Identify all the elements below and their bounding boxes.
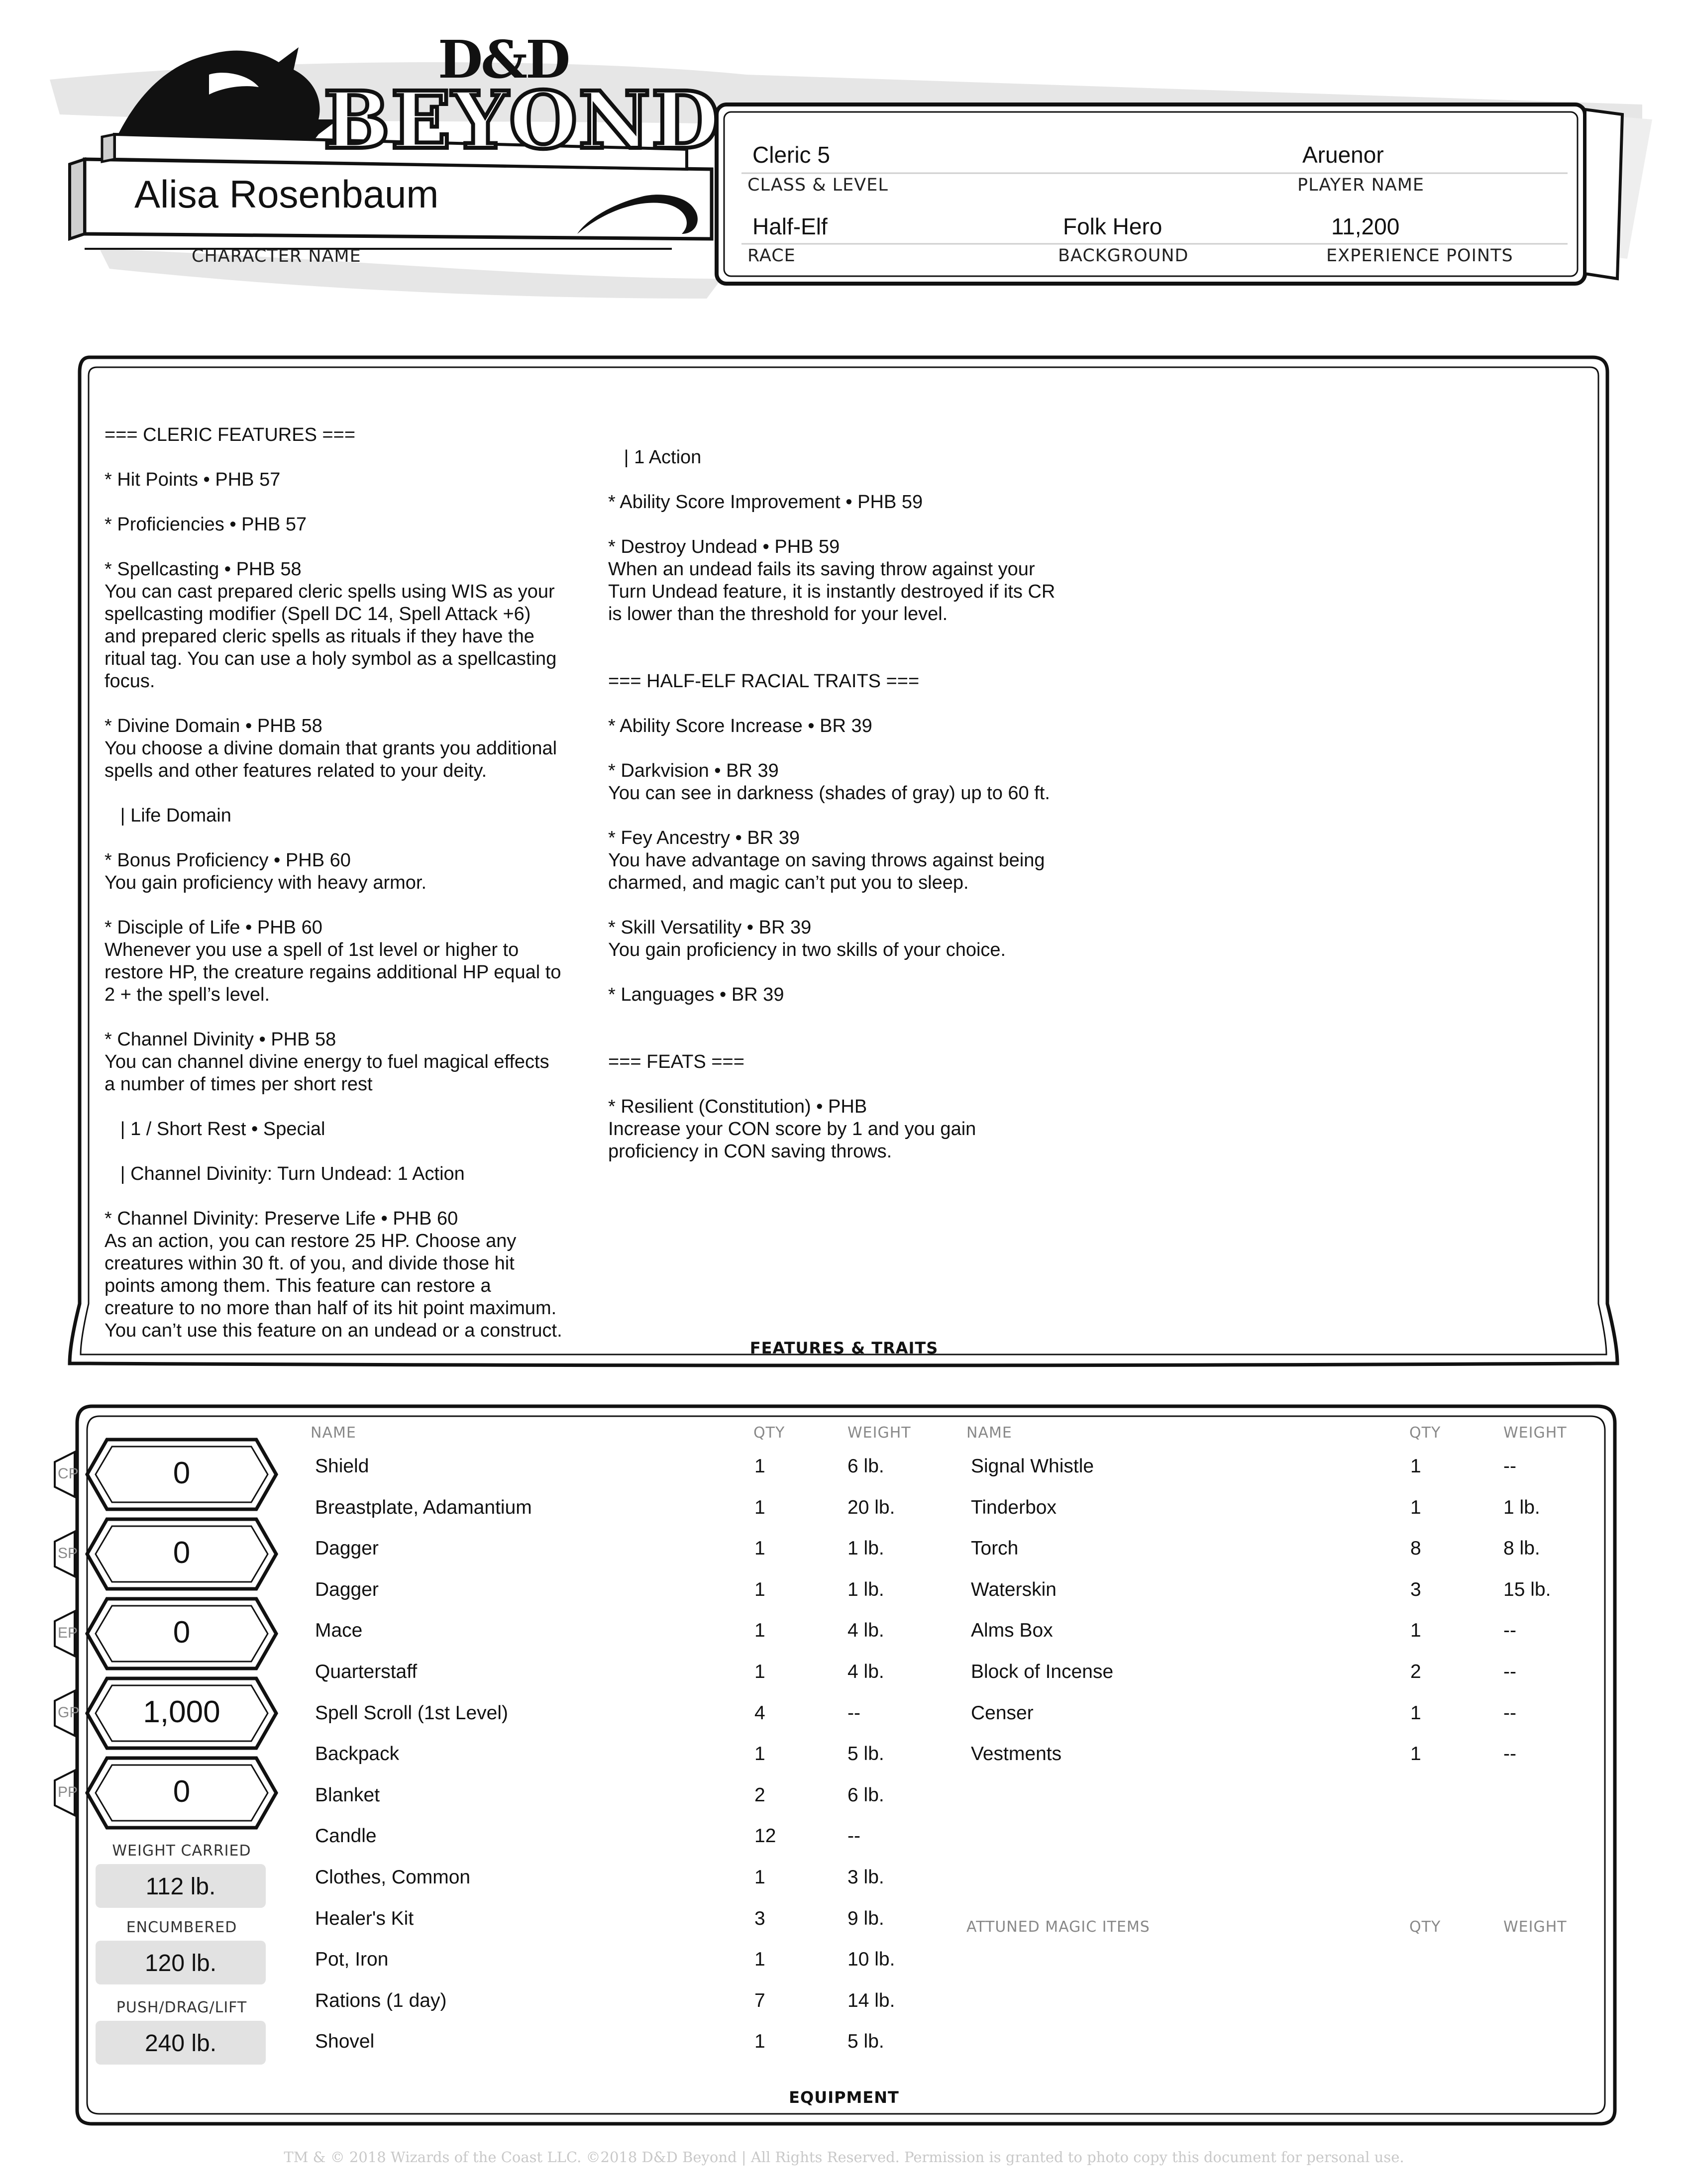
item-weight: --: [847, 1702, 860, 1724]
encumbered-value: 120 lb.: [144, 1950, 217, 1976]
class-level-label: CLASS & LEVEL: [747, 175, 888, 195]
equipment-row: [0, 1784, 1688, 1825]
item-name: Clothes, Common: [315, 1867, 471, 1888]
item-name: Waterskin: [971, 1578, 1056, 1600]
item-qty: 3: [754, 1907, 765, 1929]
feature-line: creatures within 30 ft. of you, and divide those hit: [105, 1253, 515, 1274]
feature-line: focus.: [105, 671, 155, 692]
feature-line: * Hit Points • PHB 57: [105, 469, 281, 490]
item-weight: --: [1503, 1743, 1516, 1765]
item-qty: 4: [754, 1702, 765, 1724]
item-qty: 1: [1410, 1456, 1421, 1477]
item-qty: 1: [754, 1661, 765, 1682]
item-name: Quarterstaff: [315, 1661, 418, 1682]
col-head-qty-right: QTY: [1409, 1424, 1441, 1442]
item-qty: 8: [1410, 1538, 1421, 1560]
attuned-weight-label: WEIGHT: [1503, 1918, 1567, 1936]
feature-line: * Divine Domain • PHB 58: [105, 716, 322, 736]
item-weight: 8 lb.: [1503, 1538, 1540, 1560]
item-name: Healer's Kit: [315, 1907, 414, 1929]
feature-line: creature to no more than half of its hit point maximum.: [105, 1298, 557, 1319]
feature-line: spells and other features related to your deity.: [105, 760, 487, 781]
feature-line: restore HP, the creature regains additional HP equal to: [105, 962, 561, 983]
equipment-title: EQUIPMENT: [789, 2088, 899, 2107]
item-weight: 1 lb.: [1503, 1496, 1540, 1518]
item-name: Backpack: [315, 1743, 400, 1765]
item-weight: 6 lb.: [847, 1456, 884, 1477]
item-qty: 1: [1410, 1496, 1421, 1518]
feature-line: * Ability Score Increase • BR 39: [608, 716, 872, 736]
item-qty: 1: [754, 1620, 765, 1642]
item-name: Breastplate, Adamantium: [315, 1496, 532, 1518]
item-qty: 3: [1410, 1578, 1421, 1600]
item-name: Block of Incense: [971, 1661, 1114, 1682]
race-label: RACE: [747, 246, 796, 266]
item-name: Censer: [971, 1702, 1034, 1724]
item-qty: 2: [754, 1784, 765, 1806]
item-name: Tinderbox: [971, 1496, 1056, 1518]
item-weight: 6 lb.: [847, 1784, 884, 1806]
footer-copyright: TM & © 2018 Wizards of the Coast LLC. ©2018 D&D Beyond | All Rights Reserved. Permission is granted to photo copy this document for personal use.: [284, 2149, 1404, 2166]
coin-value-ep: 0: [173, 1615, 191, 1650]
feature-line: | 1 Action: [608, 447, 702, 468]
feature-line: * Destroy Undead • PHB 59: [608, 536, 840, 557]
feature-line: points among them. This feature can restore a: [105, 1275, 491, 1296]
feature-line: * Ability Score Improvement • PHB 59: [608, 492, 923, 513]
item-qty: 1: [1410, 1702, 1421, 1724]
feature-line: You can cast prepared cleric spells using WIS as your: [105, 581, 555, 602]
coin-value-cp: 0: [173, 1456, 191, 1490]
experience-label: EXPERIENCE POINTS: [1326, 246, 1513, 266]
item-weight: 4 lb.: [847, 1661, 884, 1682]
equipment-row: [0, 1702, 1688, 1743]
feature-line: and prepared cleric spells as rituals if they have the: [105, 626, 534, 647]
coin-value-sp: 0: [173, 1536, 191, 1570]
equipment-row: [0, 1743, 1688, 1784]
equipment-row: [0, 2031, 1688, 2072]
col-head-name-left: NAME: [311, 1424, 356, 1442]
item-name: Spell Scroll (1st Level): [315, 1702, 508, 1724]
feature-line: You gain proficiency in two skills of your choice.: [608, 939, 1006, 960]
equipment-row: [0, 1867, 1688, 1907]
weight-carried-value: 112 lb.: [145, 1873, 216, 1900]
item-name: Mace: [315, 1620, 363, 1642]
equipment-row: [0, 1579, 1688, 1620]
item-qty: 1: [754, 1538, 765, 1560]
item-weight: 5 lb.: [847, 2031, 884, 2053]
item-weight: --: [1503, 1702, 1516, 1724]
coin-label-cp: CP: [58, 1465, 79, 1482]
feature-line: * Resilient (Constitution) • PHB: [608, 1096, 867, 1117]
item-qty: 1: [754, 1578, 765, 1600]
feature-line: * Skill Versatility • BR 39: [608, 917, 812, 938]
equipment-row: [0, 1456, 1688, 1496]
item-qty: 1: [754, 1456, 765, 1477]
feature-line: ritual tag. You can use a holy symbol as a spellcasting: [105, 648, 557, 669]
feature-line: * Channel Divinity: Preserve Life • PHB 60: [105, 1208, 458, 1229]
feature-line: | Life Domain: [105, 805, 231, 826]
weight-carried-label: WEIGHT CARRIED: [112, 1842, 251, 1860]
item-qty: 1: [754, 1949, 765, 1971]
item-name: Shovel: [315, 2031, 375, 2053]
feature-line: charmed, and magic can’t put you to sleep.: [608, 872, 969, 893]
equipment-row: [0, 1661, 1688, 1702]
encumbered-label: ENCUMBERED: [126, 1919, 237, 1936]
experience-value: 11,200: [1331, 213, 1400, 239]
item-weight: 20 lb.: [847, 1496, 895, 1518]
item-weight: 10 lb.: [847, 1949, 895, 1971]
feature-line: * Languages • BR 39: [608, 984, 784, 1005]
item-name: Dagger: [315, 1538, 379, 1560]
item-name: Signal Whistle: [971, 1456, 1094, 1477]
item-qty: 1: [754, 1867, 765, 1888]
item-name: Dagger: [315, 1578, 379, 1600]
equipment-row: [0, 1538, 1688, 1578]
item-name: Alms Box: [971, 1620, 1053, 1642]
feature-line: * Fey Ancestry • BR 39: [608, 828, 800, 848]
coin-label-gp: GP: [58, 1704, 80, 1721]
feature-line: As an action, you can restore 25 HP. Choose any: [105, 1231, 517, 1251]
push-drag-lift-label: PUSH/DRAG/LIFT: [116, 1999, 247, 2016]
col-head-qty-left: QTY: [753, 1424, 785, 1442]
col-head-weight-left: WEIGHT: [847, 1424, 911, 1442]
feature-line: * Spellcasting • PHB 58: [105, 559, 302, 580]
feature-line: * Darkvision • BR 39: [608, 760, 779, 781]
feature-line: You gain proficiency with heavy armor.: [105, 872, 427, 893]
item-weight: 5 lb.: [847, 1743, 884, 1765]
features-title: FEATURES & TRAITS: [749, 1339, 939, 1357]
item-weight: 1 lb.: [847, 1578, 884, 1600]
item-qty: 1: [1410, 1620, 1421, 1642]
background-value: Folk Hero: [1063, 213, 1162, 239]
push-drag-lift-value: 240 lb.: [144, 2030, 217, 2057]
character-name-label: CHARACTER NAME: [192, 246, 361, 266]
class-level-value: Cleric 5: [752, 142, 830, 168]
item-weight: 1 lb.: [847, 1538, 884, 1560]
feature-line: === HALF-ELF RACIAL TRAITS ===: [608, 671, 920, 692]
feature-line: Whenever you use a spell of 1st level or higher to: [105, 939, 519, 960]
coin-value-pp: 0: [173, 1774, 191, 1809]
item-weight: --: [1503, 1661, 1516, 1682]
item-name: Shield: [315, 1456, 369, 1477]
player-name-label: PLAYER NAME: [1297, 175, 1425, 195]
item-weight: 4 lb.: [847, 1620, 884, 1642]
coin-label-sp: SP: [58, 1545, 78, 1561]
race-value: Half-Elf: [752, 213, 828, 239]
item-weight: --: [1503, 1456, 1516, 1477]
attuned-items-label: ATTUNED MAGIC ITEMS: [966, 1918, 1150, 1936]
item-weight: --: [1503, 1620, 1516, 1642]
feature-line: | Channel Divinity: Turn Undead: 1 Action: [105, 1163, 465, 1184]
equipment-row: [0, 1497, 1688, 1538]
feature-line: === CLERIC FEATURES ===: [105, 424, 356, 445]
item-weight: 14 lb.: [847, 1989, 895, 2011]
brand-logo-bottom: BEYOND: [323, 75, 721, 167]
feature-line: * Disciple of Life • PHB 60: [105, 917, 322, 938]
feature-line: spellcasting modifier (Spell DC 14, Spell Attack +6): [105, 604, 531, 624]
item-weight: 9 lb.: [847, 1907, 884, 1929]
feature-line: 2 + the spell’s level.: [105, 984, 270, 1005]
item-weight: 3 lb.: [847, 1867, 884, 1888]
feature-line: | 1 / Short Rest • Special: [105, 1119, 325, 1140]
feature-line: You can’t use this feature on an undead or a construct.: [105, 1320, 562, 1341]
item-qty: 1: [754, 1743, 765, 1765]
equipment-row: [0, 1949, 1688, 1989]
item-name: Rations (1 day): [315, 1989, 447, 2011]
feature-line: When an undead fails its saving throw against your: [608, 559, 1035, 580]
character-name-value: Alisa Rosenbaum: [134, 172, 439, 216]
item-qty: 12: [754, 1825, 776, 1847]
item-name: Candle: [315, 1825, 377, 1847]
equipment-row: [0, 1825, 1688, 1866]
feature-line: Turn Undead feature, it is instantly destroyed if its CR: [608, 581, 1055, 602]
item-name: Blanket: [315, 1784, 380, 1806]
feature-line: proficiency in CON saving throws.: [608, 1141, 892, 1162]
attuned-qty-label: QTY: [1409, 1918, 1441, 1936]
feature-line: * Proficiencies • PHB 57: [105, 514, 307, 535]
item-name: Pot, Iron: [315, 1949, 389, 1971]
item-name: Vestments: [971, 1743, 1062, 1765]
coin-label-pp: PP: [58, 1784, 78, 1800]
feature-line: a number of times per short rest: [105, 1074, 373, 1095]
item-name: Torch: [971, 1538, 1019, 1560]
feature-line: === FEATS ===: [608, 1051, 744, 1072]
item-weight: 15 lb.: [1503, 1578, 1551, 1600]
equipment-row: [0, 1990, 1688, 2031]
coin-value-gp: 1,000: [143, 1695, 220, 1729]
item-qty: 7: [754, 1989, 765, 2011]
item-qty: 1: [754, 2031, 765, 2053]
item-qty: 2: [1410, 1661, 1421, 1682]
feature-line: You choose a divine domain that grants you additional: [105, 738, 557, 759]
feature-line: Increase your CON score by 1 and you gain: [608, 1119, 976, 1140]
item-weight: --: [847, 1825, 860, 1847]
feature-line: You can see in darkness (shades of gray) up to 60 ft.: [608, 783, 1050, 804]
item-qty: 1: [1410, 1743, 1421, 1765]
player-name-value: Aruenor: [1302, 142, 1384, 168]
feature-line: * Channel Divinity • PHB 58: [105, 1029, 336, 1050]
feature-line: You have advantage on saving throws against being: [608, 850, 1045, 871]
coin-label-ep: EP: [58, 1625, 78, 1641]
brand-logo-top: D&D: [438, 29, 569, 90]
col-head-weight-right: WEIGHT: [1503, 1424, 1567, 1442]
feature-line: You can channel divine energy to fuel magical effects: [105, 1051, 549, 1072]
item-qty: 1: [754, 1496, 765, 1518]
background-label: BACKGROUND: [1058, 246, 1189, 266]
equipment-row: [0, 1620, 1688, 1661]
feature-line: is lower than the threshold for your level.: [608, 604, 948, 624]
col-head-name-right: NAME: [966, 1424, 1012, 1442]
feature-line: * Bonus Proficiency • PHB 60: [105, 850, 351, 871]
